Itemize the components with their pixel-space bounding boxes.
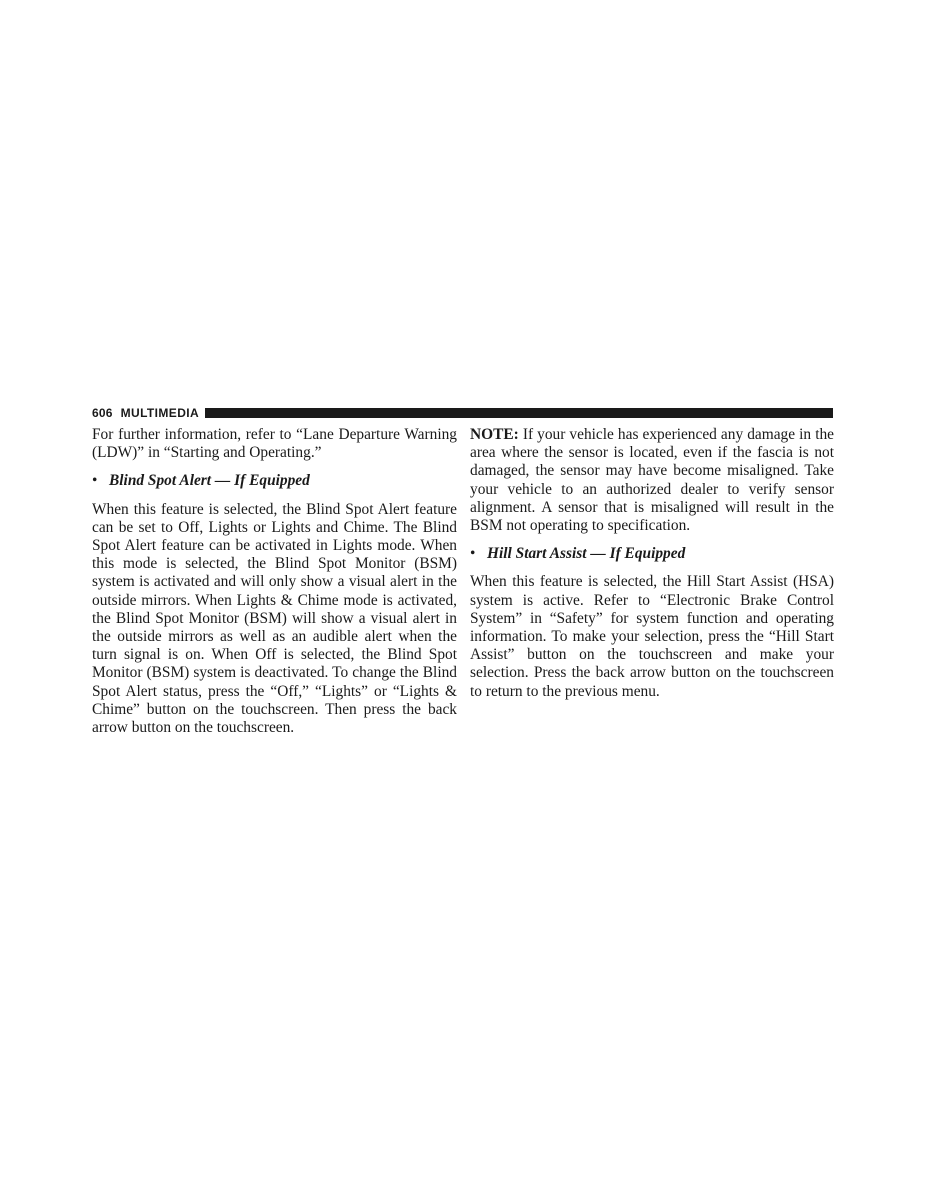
note-text: If your vehicle has experienced any damage in the area where the sensor is located, even if the fascia is not damaged, the sensor may have become misaligned. Take your vehicle to an authorized dealer to verify sensor alignment. A sensor that is misaligned will result in the BSM not operating to specification. (470, 426, 834, 535)
header-rule (205, 408, 833, 418)
page-number: 606 (92, 406, 113, 420)
page-header (92, 406, 833, 420)
blind-spot-alert-heading (92, 472, 457, 490)
right-column (470, 426, 834, 711)
left-column (92, 426, 457, 747)
note-paragraph (470, 426, 834, 535)
bullet-marker: • (92, 472, 98, 490)
ldw-reference-paragraph: For further information, refer to “Lane Departure Warning (LDW)” in “Starting and Operating.” (92, 426, 457, 462)
note-label: NOTE: (470, 426, 519, 443)
bullet-marker: • (470, 545, 476, 563)
blind-spot-alert-paragraph: When this feature is selected, the Blind Spot Alert feature can be set to Off, Lights or Lights and Chime. The Blind Spot Alert feature can be activated in Lights mode. When this mode is selected, the Blind Spot Monitor (BSM) system is activated and will only show a visual alert in the outside mirrors. When Lights & Chime mode is activated, the Blind Spot Monitor (BSM) will show a visual alert in the outside mirrors as well as an audible alert when the turn signal is on. When Off is selected, the Blind Spot Monitor (BSM) system is deactivated. To change the Blind Spot Alert status, press the “Off,” “Lights” or “Lights & Chime” button on the touchscreen. Then press the back arrow button on the touchscreen. (92, 500, 457, 737)
section-title: MULTIMEDIA (120, 406, 200, 420)
bullet-title: Blind Spot Alert — If Equipped (109, 472, 310, 490)
hill-start-assist-paragraph: When this feature is selected, the Hill Start Assist (HSA) system is active. Refer to “Electronic Brake Control System” in “Safety” for system function and operating information. To make your selection, press the “Hill Start Assist” button on the touchscreen and make your selection. Press the back arrow button on the touchscreen to return to the previous menu. (470, 573, 834, 700)
bullet-title: Hill Start Assist — If Equipped (487, 545, 686, 563)
hill-start-assist-heading (470, 545, 834, 563)
